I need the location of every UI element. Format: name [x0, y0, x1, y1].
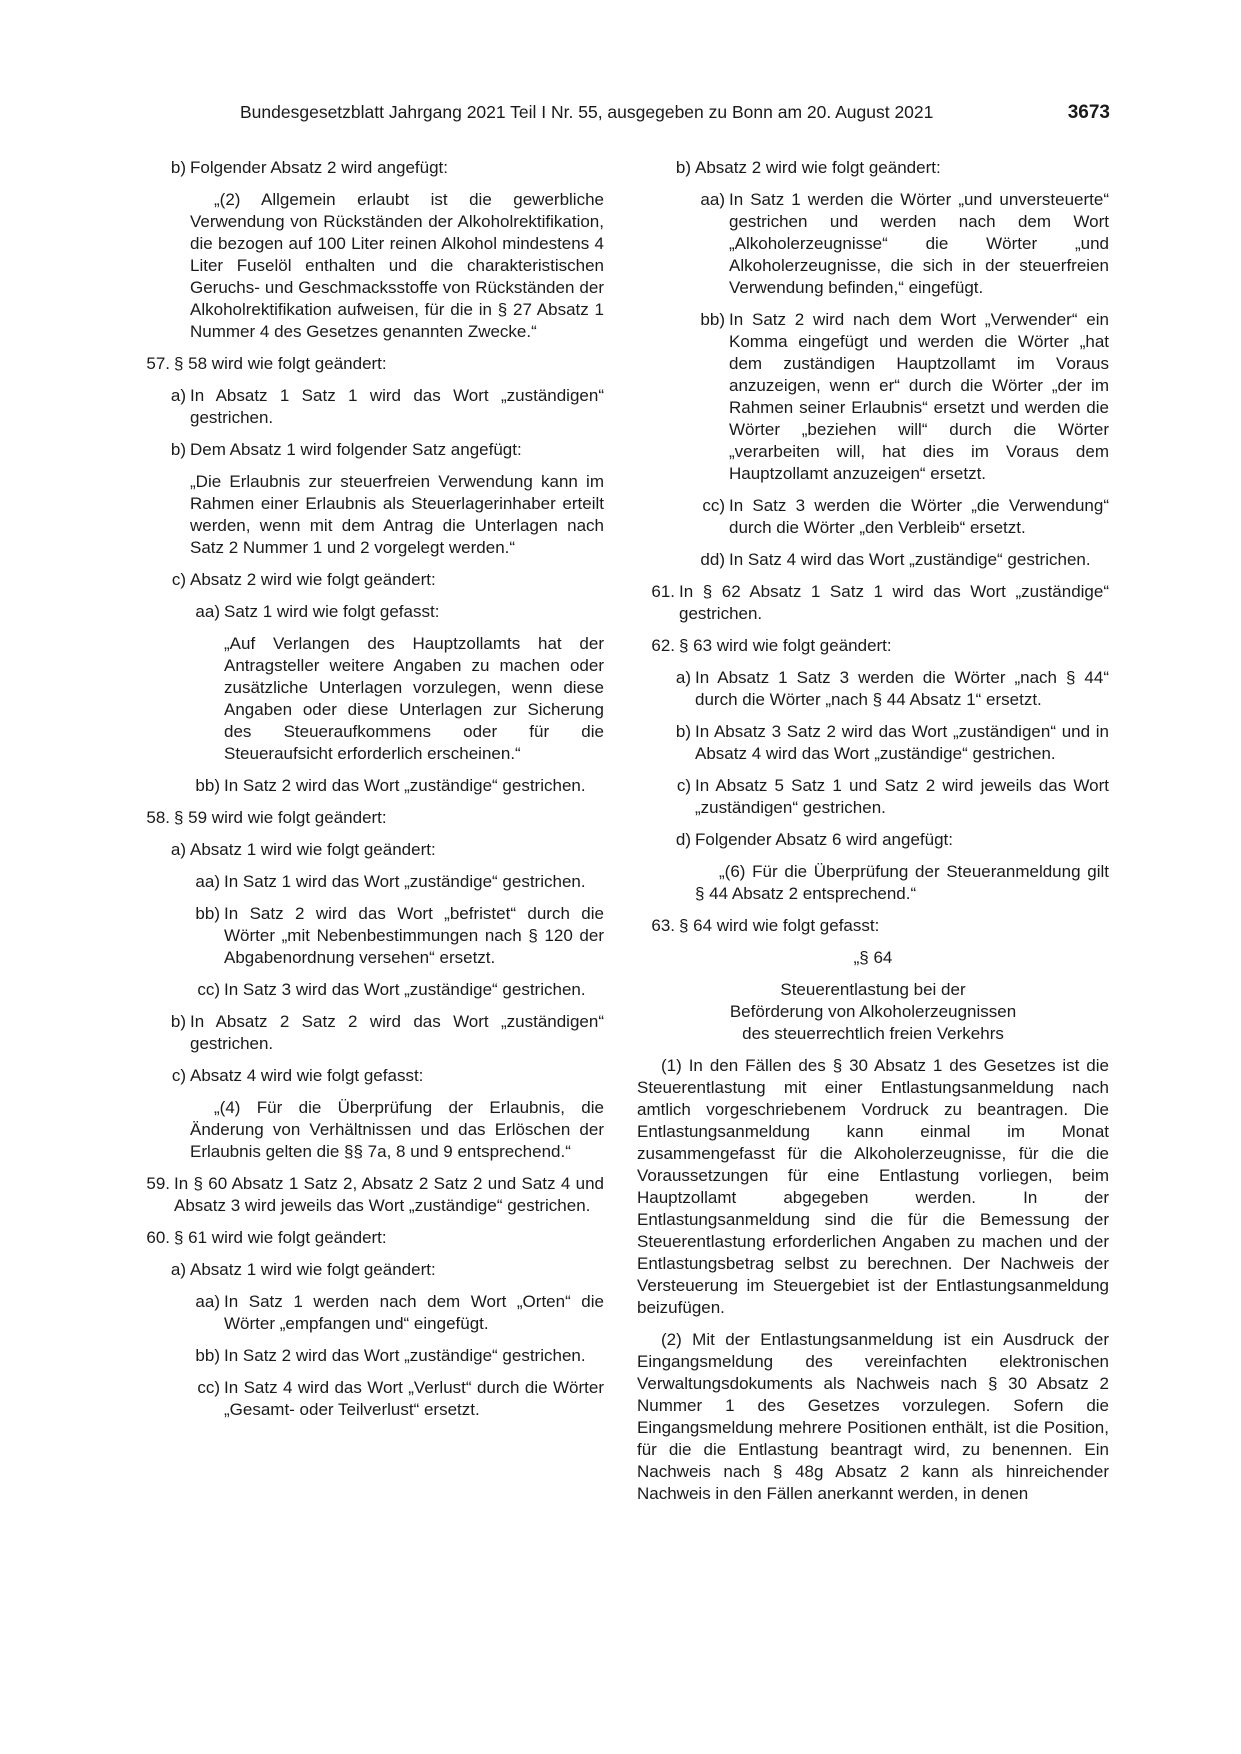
item-text: In Satz 1 wird das Wort „zuständige“ gestrichen. — [224, 872, 586, 891]
list-item-57 — [132, 353, 604, 375]
item-text: In Satz 1 werden die Wörter „und unversteuerte“ gestrichen und werden nach dem Wort „Alkoholerzeugnisse“ die Wörter „und Alkoholerzeugnisse, die sich in der steuerfreien Verwendung befinden,“ eingefügt. — [729, 190, 1109, 297]
sub-item-a — [164, 839, 604, 861]
item-text: Folgender Absatz 2 wird angefügt: — [190, 158, 448, 177]
item-label: aa) — [700, 190, 725, 209]
item-text: In Absatz 3 Satz 2 wird das Wort „zuständigen“ und in Absatz 4 wird das Wort „zuständige“ gestrichen. — [695, 722, 1109, 763]
quoted-paragraph: „(2) Allgemein erlaubt ist die gewerbliche Verwendung von Rückständen der Alkoholrektifikation, die bezogen auf 100 Liter reinen Alkohol mindestens 4 Liter Fuselöl enthalten und die charakteristischen Geruchs- und Geschmacksstoffe von Rückständen der Alkoholrektifikation aufweisen, für die in § 27 Absatz 1 Nummer 4 des Gesetzes genannten Zwecke.“ — [190, 190, 604, 341]
item-label: b) — [170, 440, 186, 459]
sub-item-b — [164, 1011, 604, 1055]
item-label: b) — [675, 158, 691, 177]
sub-sub-item-aa — [190, 1291, 604, 1335]
item-text: In Satz 2 wird das Wort „zuständige“ gestrichen. — [224, 1346, 586, 1365]
item-text: Absatz 1 wird wie folgt geändert: — [190, 1260, 436, 1279]
section-paragraph-2: (2) Mit der Entlastungsanmeldung ist ein Ausdruck der Eingangsmeldung des vereinfachten elektronischen Verwaltungsdokuments als Nachweis nach § 30 Absatz 2 Nummer 1 des Gesetzes vorzulegen. Sofern die Eingangsmeldung mehrere Positionen enthält, ist die Position, für die die Entlastung beantragt wird, zu benennen. Ein Nachweis nach § 48g Absatz 2 kann als hinreichender Nachweis in den Fällen anerkannt werden, in denen — [637, 1330, 1109, 1503]
list-item-63 — [637, 915, 1109, 937]
item-text: Absatz 2 wird wie folgt geändert: — [695, 158, 941, 177]
list-item-62 — [637, 635, 1109, 657]
list-item-58 — [132, 807, 604, 829]
item-label: bb) — [700, 310, 725, 329]
sub-item-a — [164, 1259, 604, 1281]
item-label: bb) — [195, 1346, 220, 1365]
item-label: bb) — [195, 904, 220, 923]
item-label: a) — [170, 386, 186, 405]
item-number: 63. — [651, 916, 675, 935]
sub-sub-item-cc — [190, 1377, 604, 1421]
item-text: In Satz 2 wird das Wort „zuständige“ gestrichen. — [224, 776, 586, 795]
page-number: 3673 — [1067, 102, 1110, 123]
right-item-b — [669, 157, 1109, 179]
item-text: § 63 wird wie folgt geändert: — [679, 636, 892, 655]
item-text: In Absatz 2 Satz 2 wird das Wort „zuständigen“ gestrichen. — [190, 1012, 604, 1053]
item-number: 62. — [651, 636, 675, 655]
section-heading-line-3: des steuerrechtlich freien Verkehrs — [742, 1024, 1004, 1043]
list-item-59 — [132, 1173, 604, 1217]
sub-item-c — [164, 569, 604, 591]
item-number: 59. — [146, 1174, 170, 1193]
sub-item-d — [669, 829, 1109, 851]
sub-sub-item-bb — [190, 903, 604, 969]
item-text: In Satz 3 werden die Wörter „die Verwendung“ durch die Wörter „den Verbleib“ ersetzt. — [729, 496, 1109, 537]
left-item-b — [164, 157, 604, 179]
item-number: 57. — [146, 354, 170, 373]
item-label: c) — [171, 570, 186, 589]
item-text: § 64 wird wie folgt gefasst: — [679, 916, 880, 935]
item-text: In Satz 2 wird nach dem Wort „Verwender“ ein Komma eingefügt und werden die Wörter „hat dem zuständigen Hauptzollamt im Voraus anzuzeigen, wenn er“ durch die Wörter „der im Rahmen seiner Erlaubnis“ ersetzt und werden die Wörter „beziehen will“ durch die Wörter „verarbeiten will, hat dies im Voraus dem Hauptzollamt anzuzeigen“ ersetzt. — [729, 310, 1109, 483]
item-label: cc) — [197, 1378, 220, 1397]
right-column — [637, 157, 1109, 1505]
item-text: Absatz 1 wird wie folgt geändert: — [190, 840, 436, 859]
sub-item-c — [669, 775, 1109, 819]
item-number: 60. — [146, 1228, 170, 1247]
item-text: Satz 1 wird wie folgt gefasst: — [224, 602, 440, 621]
sub-sub-item-cc — [695, 495, 1109, 539]
item-text: Absatz 4 wird wie folgt gefasst: — [190, 1066, 424, 1085]
sub-sub-item-bb — [190, 775, 604, 797]
item-label: b) — [170, 158, 186, 177]
sub-sub-item-aa — [695, 189, 1109, 299]
item-text: In Absatz 1 Satz 1 wird das Wort „zuständigen“ gestrichen. — [190, 386, 604, 427]
item-text: In Absatz 1 Satz 3 werden die Wörter „nach § 44“ durch die Wörter „nach § 44 Absatz 1“ ersetzt. — [695, 668, 1109, 709]
item-text: In Satz 3 wird das Wort „zuständige“ gestrichen. — [224, 980, 586, 999]
item-label: cc) — [702, 496, 725, 515]
quoted-paragraph: „Die Erlaubnis zur steuerfreien Verwendung kann im Rahmen einer Erlaubnis als Steuerlagerinhaber erteilt werden, wenn mit dem Antrag die Unterlagen nach Satz 2 Nummer 1 und 2 vorgelegt werden.“ — [190, 472, 604, 557]
item-number: 58. — [146, 808, 170, 827]
item-label: aa) — [195, 1292, 220, 1311]
item-text: § 59 wird wie folgt geändert: — [174, 808, 387, 827]
item-label: bb) — [195, 776, 220, 795]
quoted-paragraph: „Auf Verlangen des Hauptzollamts hat der Antragsteller weitere Angaben zu machen oder zusätzliche Unterlagen vorzulegen, wenn diese Angaben oder diese Unterlagen zur Sicherung des Steueraufkommens oder für die Steueraufsicht erforderlich erscheinen.“ — [224, 634, 604, 763]
item-label: b) — [675, 722, 691, 741]
section-heading-line-1: Steuerentlastung bei der — [780, 980, 966, 999]
list-item-61 — [637, 581, 1109, 625]
sub-sub-item-bb — [190, 1345, 604, 1367]
item-label: c) — [676, 776, 691, 795]
item-text: In Satz 4 wird das Wort „Verlust“ durch die Wörter „Gesamt- oder Teilverlust“ ersetzt. — [224, 1378, 604, 1419]
sub-sub-item-aa — [190, 871, 604, 893]
section-label: „§ 64 — [853, 948, 893, 967]
item-text: § 58 wird wie folgt geändert: — [174, 354, 387, 373]
list-item-60 — [132, 1227, 604, 1249]
item-text: Folgender Absatz 6 wird angefügt: — [695, 830, 953, 849]
page-header — [240, 101, 1110, 124]
item-number: 61. — [651, 582, 675, 601]
item-text: Absatz 2 wird wie folgt geändert: — [190, 570, 436, 589]
section-paragraph-1: (1) In den Fällen des § 30 Absatz 1 des Gesetzes ist die Steuerentlastung mit einer Entlastungsanmeldung nach amtlich vorgeschriebenem Vordruck zu beantragen. Die Entlastungsanmeldung kann einmal im Monat zusammengefasst für die Alkoholerzeugnisse, für die die Voraussetzungen für eine Entlastung vorliegen, beim Hauptzollamt abgegeben werden. In der Entlastungsanmeldung sind die für die Bemessung der Steuerentlastung erforderlichen Angaben zu machen und der Entlastungsbetrag selbst zu berechnen. Der Nachweis der Versteuerung im Steuergebiet ist der Entlastungsanmeldung beizufügen. — [637, 1056, 1109, 1317]
sub-item-c — [164, 1065, 604, 1087]
item-label: a) — [170, 1260, 186, 1279]
quoted-paragraph: „(6) Für die Überprüfung der Steueranmeldung gilt § 44 Absatz 2 entsprechend.“ — [695, 862, 1109, 903]
item-text: In § 62 Absatz 1 Satz 1 wird das Wort „zuständige“ gestrichen. — [679, 582, 1109, 623]
quoted-paragraph: „(4) Für die Überprüfung der Erlaubnis, die Änderung von Verhältnissen und das Erlöschen der Erlaubnis gelten die §§ 7a, 8 und 9 entsprechend.“ — [190, 1098, 604, 1161]
item-label: a) — [675, 668, 691, 687]
item-text: In Satz 1 werden nach dem Wort „Orten“ die Wörter „empfangen und“ eingefügt. — [224, 1292, 604, 1333]
item-label: aa) — [195, 872, 220, 891]
item-label: c) — [171, 1066, 186, 1085]
item-label: a) — [170, 840, 186, 859]
sub-sub-item-aa — [190, 601, 604, 623]
item-text: Dem Absatz 1 wird folgender Satz angefügt: — [190, 440, 522, 459]
item-label: aa) — [195, 602, 220, 621]
item-label: dd) — [700, 550, 725, 569]
item-text: § 61 wird wie folgt geändert: — [174, 1228, 387, 1247]
item-label: d) — [675, 830, 691, 849]
item-text: In § 60 Absatz 1 Satz 2, Absatz 2 Satz 2 und Satz 4 und Absatz 3 wird jeweils das Wort „zuständige“ gestrichen. — [174, 1174, 604, 1215]
section-heading-line-2: Beförderung von Alkoholerzeugnissen — [729, 1002, 1017, 1021]
sub-item-b — [164, 439, 604, 461]
item-text: In Satz 2 wird das Wort „befristet“ durch die Wörter „mit Nebenbestimmungen nach § 120 der Abgabenordnung versehen“ ersetzt. — [224, 904, 604, 967]
sub-sub-item-dd — [695, 549, 1109, 571]
item-label: cc) — [197, 980, 220, 999]
sub-sub-item-cc — [190, 979, 604, 1001]
sub-item-a — [669, 667, 1109, 711]
sub-item-b — [669, 721, 1109, 765]
item-label: b) — [170, 1012, 186, 1031]
item-text: In Absatz 5 Satz 1 und Satz 2 wird jeweils das Wort „zuständigen“ gestrichen. — [695, 776, 1109, 817]
header-title: Bundesgesetzblatt Jahrgang 2021 Teil I Nr. 55, ausgegeben zu Bonn am 20. August 2021 — [240, 102, 934, 122]
item-text: In Satz 4 wird das Wort „zuständige“ gestrichen. — [729, 550, 1091, 569]
sub-item-a — [164, 385, 604, 429]
left-column — [132, 157, 604, 1421]
sub-sub-item-bb — [695, 309, 1109, 485]
